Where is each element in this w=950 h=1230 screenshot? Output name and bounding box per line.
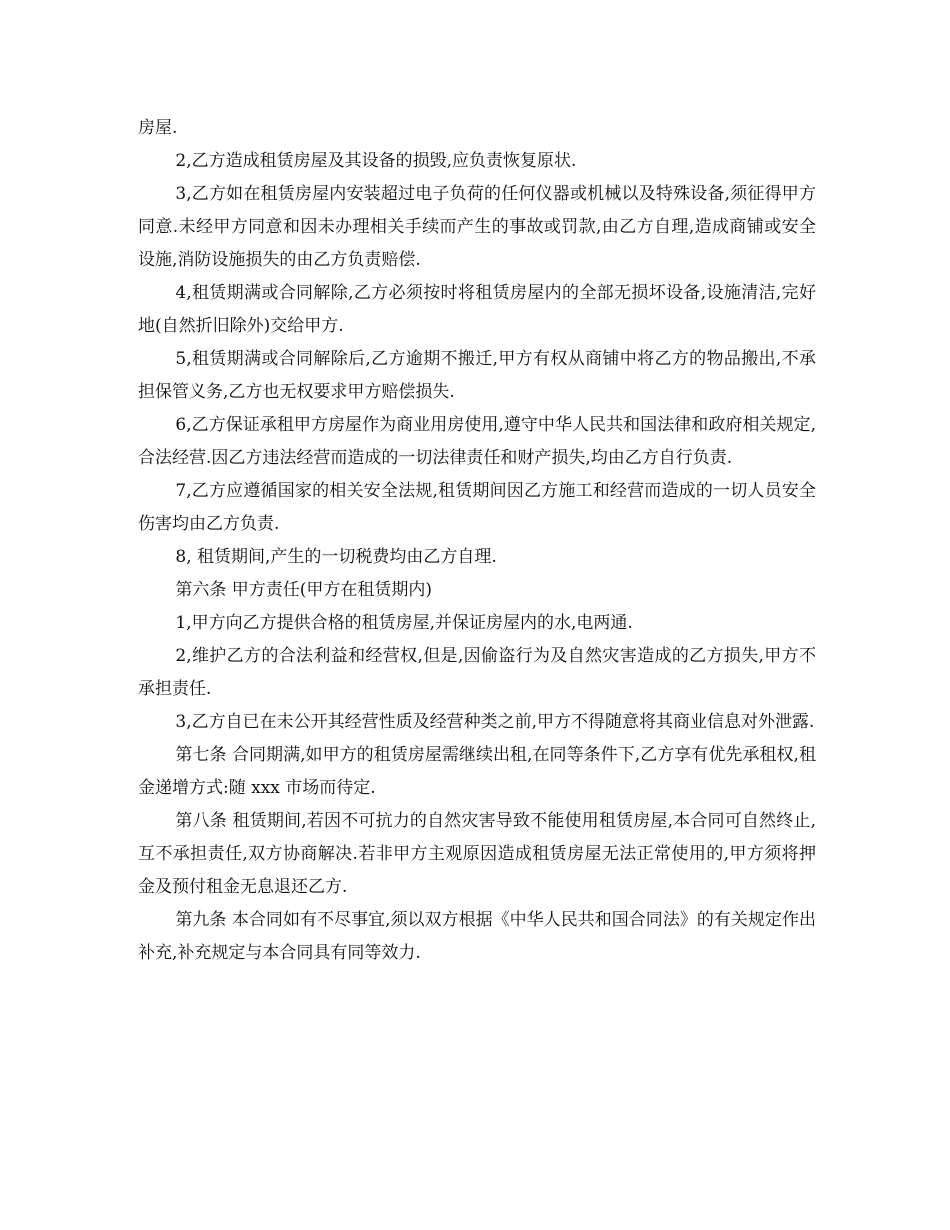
contract-text xyxy=(138,112,816,970)
clause-2-damage: 2,乙方造成租赁房屋及其设备的损毁,应负责恢复原状. xyxy=(175,151,577,171)
article-6-item-3: 3,乙方自已在未公开其经营性质及经营种类之前,甲方不得随意将其商业信息对外泄露. xyxy=(175,712,815,732)
clause-4-return: 4,租赁期满或合同解除,乙方必须按时将租赁房屋内的全部无损坏设备,设施清洁,完好地(自然折旧除外)交给甲方. xyxy=(138,283,816,336)
article-6-item-2: 2,维护乙方的合法利益和经营权,但是,因偷盗行为及自然灾害造成的乙方损失,甲方不承担责任. xyxy=(138,646,816,699)
paragraph-continuation: 房屋. xyxy=(138,118,178,138)
article-9: 第九条 本合同如有不尽事宜,须以双方根据《中华人民共和国合同法》的有关规定作出补充,补充规定与本合同具有同等效力. xyxy=(138,910,816,963)
article-6-heading: 第六条 甲方责任(甲方在租赁期内) xyxy=(175,580,433,600)
clause-3-equipment: 3,乙方如在租赁房屋内安装超过电子负荷的任何仪器或机械以及特殊设备,须征得甲方同意.未经甲方同意和因未办理相关手续而产生的事故或罚款,由乙方自理,造成商铺或安全设施,消防设施损失的由乙方负责赔偿. xyxy=(138,184,816,270)
clause-7-safety: 7,乙方应遵循国家的相关安全法规,租赁期间因乙方施工和经营而造成的一切人员安全伤害均由乙方负责. xyxy=(138,481,816,534)
clause-8-taxes: 8, 租赁期间,产生的一切税费均由乙方自理. xyxy=(175,547,497,567)
clause-6-lawful-use: 6,乙方保证承租甲方房屋作为商业用房使用,遵守中华人民共和国法律和政府相关规定,合法经营.因乙方违法经营而造成的一切法律责任和财产损失,均由乙方自行负责. xyxy=(138,415,816,468)
article-6-item-1: 1,甲方向乙方提供合格的租赁房屋,并保证房屋内的水,电两通. xyxy=(175,613,633,633)
article-8: 第八条 租赁期间,若因不可抗力的自然灾害导致不能使用租赁房屋,本合同可自然终止,互不承担责任,双方协商解决.若非甲方主观原因造成租赁房屋无法正常使用的,甲方须将押金及预付租金无息退还乙方. xyxy=(138,811,816,897)
article-7: 第七条 合同期满,如甲方的租赁房屋需继续出租,在同等条件下,乙方享有优先承租权,租金递增方式:随 xxx 市场而待定. xyxy=(138,745,816,798)
clause-5-relocation: 5,租赁期满或合同解除后,乙方逾期不搬迁,甲方有权从商铺中将乙方的物品搬出,不承担保管义务,乙方也无权要求甲方赔偿损失. xyxy=(138,349,816,402)
